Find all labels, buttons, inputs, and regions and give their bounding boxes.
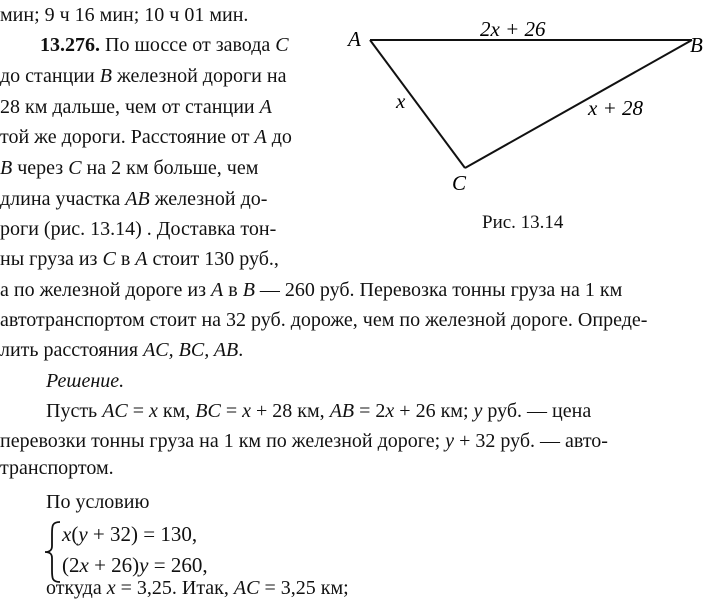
text-span: = 3,25 км; bbox=[259, 577, 349, 599]
solution-label: Решение. bbox=[46, 370, 125, 392]
figure-caption: Рис. 13.14 bbox=[482, 212, 564, 233]
var-A: A bbox=[259, 96, 272, 118]
var-x: x bbox=[79, 553, 89, 577]
var-BC: BC bbox=[195, 400, 221, 422]
text-span: перевозки тонны груза на 1 км по железной дороге; bbox=[0, 430, 446, 452]
text-span: = bbox=[127, 400, 150, 422]
text-span: . bbox=[238, 339, 244, 361]
var-y: y bbox=[139, 553, 149, 577]
var-B: B bbox=[242, 279, 255, 301]
text-span: + 26 км; bbox=[394, 400, 474, 422]
var-A: A bbox=[254, 126, 267, 148]
var-x: x bbox=[106, 577, 116, 599]
text-span: руб. — цена bbox=[482, 400, 592, 422]
var-B: B bbox=[0, 157, 13, 179]
vertex-C-label: C bbox=[452, 171, 467, 195]
var-AC: AC bbox=[102, 400, 128, 422]
triangle-figure bbox=[340, 18, 717, 218]
text-span: в bbox=[223, 279, 243, 301]
text-line bbox=[0, 337, 243, 363]
text-span: + 28 км, bbox=[251, 400, 330, 422]
text-span: ны груза из bbox=[0, 248, 103, 270]
text-span: стоит 130 руб., bbox=[147, 248, 279, 270]
var-y: y bbox=[473, 400, 483, 422]
text-line bbox=[0, 277, 622, 303]
var-B: B bbox=[99, 65, 112, 87]
side-BC-label: x + 28 bbox=[588, 96, 643, 120]
text-span: = 2 bbox=[354, 400, 386, 422]
var-y: y bbox=[78, 522, 88, 546]
text-line bbox=[0, 246, 279, 272]
text-span: железной дороги на bbox=[111, 65, 287, 87]
text-line bbox=[0, 124, 292, 150]
text-span: автотранспортом стоит на 32 руб. дороже, чем по железной дороге. Опреде- bbox=[0, 309, 648, 331]
text-span: транспортом. bbox=[0, 457, 114, 479]
text-span: (2 bbox=[62, 553, 80, 577]
var-AC: AC bbox=[233, 577, 260, 599]
problem-header bbox=[40, 32, 289, 58]
text-span: железной до- bbox=[149, 188, 268, 210]
text-line bbox=[0, 155, 258, 181]
text-span: — 260 руб. Перевозка тонны груза на 1 км bbox=[254, 279, 623, 301]
text-span: длина участка bbox=[0, 188, 126, 210]
text-line bbox=[0, 63, 286, 89]
text-span: 28 км дальше, чем от станции bbox=[0, 96, 260, 118]
text-line bbox=[0, 307, 647, 333]
text-span: Пусть bbox=[46, 400, 103, 422]
text-line bbox=[0, 455, 114, 481]
text-span: той же дороги. Расстояние от bbox=[0, 126, 255, 148]
text-span: ( bbox=[71, 522, 79, 546]
text-span: = 260, bbox=[148, 553, 208, 577]
var-x: x bbox=[242, 400, 252, 422]
var-AB: AB bbox=[125, 188, 150, 210]
text-line bbox=[46, 398, 591, 424]
var-C: C bbox=[275, 34, 289, 56]
text-span: По шоссе от завода bbox=[100, 34, 276, 56]
text-span: на 2 км больше, чем bbox=[81, 157, 259, 179]
text-span: до станции bbox=[0, 65, 100, 87]
text-span: через bbox=[12, 157, 69, 179]
text-line bbox=[0, 216, 276, 242]
text-line bbox=[0, 2, 248, 28]
var-y: y bbox=[445, 430, 455, 452]
side-BC bbox=[465, 40, 692, 168]
side-AB-label: 2x + 26 bbox=[480, 18, 546, 41]
text-span: лить расстояния bbox=[0, 339, 144, 361]
var-C: C bbox=[68, 157, 82, 179]
text-line bbox=[46, 575, 349, 601]
var-AB: AB bbox=[329, 400, 355, 422]
text-span: до bbox=[266, 126, 292, 148]
text-span: в bbox=[115, 248, 136, 270]
text-span: = 3,25. Итак, bbox=[115, 577, 234, 599]
text-line bbox=[0, 94, 272, 120]
text-span: км, bbox=[157, 400, 196, 422]
var-C: C bbox=[102, 248, 116, 270]
text-span: роги (рис. 13.14) . Доставка тон- bbox=[0, 218, 277, 240]
equation-1 bbox=[62, 522, 197, 547]
text-span: откуда bbox=[46, 577, 107, 599]
vertex-A-label: A bbox=[348, 27, 361, 51]
text-span: + 26) bbox=[88, 553, 140, 577]
var-x: x bbox=[62, 522, 72, 546]
var-x: x bbox=[149, 400, 158, 422]
text-span: + 32 руб. — авто- bbox=[454, 430, 608, 452]
text-line bbox=[0, 428, 608, 454]
var-x: x bbox=[385, 400, 395, 422]
side-AC-label: x bbox=[396, 89, 406, 113]
var-list: AC, BC, AB bbox=[143, 339, 239, 361]
text-span: а по железной дороге из bbox=[0, 279, 212, 301]
var-A: A bbox=[211, 279, 224, 301]
text-line bbox=[0, 186, 267, 212]
text-span: + 32) = 130, bbox=[87, 522, 198, 546]
vertex-B-label: B bbox=[690, 33, 703, 57]
problem-number: 13.276. bbox=[40, 34, 100, 56]
text-line bbox=[46, 489, 149, 515]
answer-tail: мин; 9 ч 16 мин; 10 ч 01 мин. bbox=[0, 4, 249, 26]
var-A: A bbox=[135, 248, 148, 270]
side-AC bbox=[370, 40, 465, 168]
text-span: По условию bbox=[46, 491, 150, 513]
solution-heading bbox=[46, 368, 124, 394]
text-span: = bbox=[220, 400, 243, 422]
